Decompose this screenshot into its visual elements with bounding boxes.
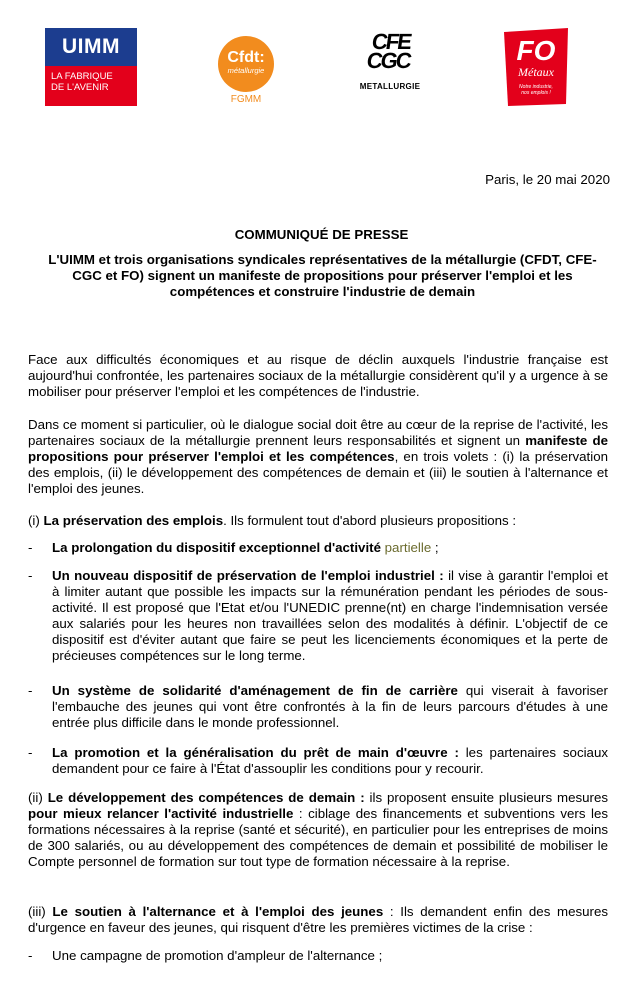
list-item: [28, 948, 608, 964]
press-release-headline: L'UIMM et trois organisations syndicales représentatives de la métallurgie (CFDT, CFE-CGC et FO) signent un manifeste de propositions pour préserver l'emploi et les compétences et construire l'industrie de demain: [48, 252, 597, 299]
list-item-text: [52, 540, 608, 556]
section-3-number: (iii): [28, 904, 53, 919]
list-item: [28, 683, 608, 731]
section-3-text: : Ils demandent enfin des mesures d'urgence en faveur des jeunes, qui risquent d'être les premières victimes de la crise :: [28, 904, 608, 935]
cfe-cgc-logo-name: [352, 28, 428, 73]
uimm-logo: [45, 28, 137, 106]
fo-logo-name: FO: [516, 35, 556, 66]
fo-metaux-logo: [500, 26, 572, 108]
list-item: [28, 745, 608, 777]
list-item-text: [52, 745, 608, 777]
section-3-paragraph: [28, 904, 608, 936]
list-item-text: [52, 568, 608, 664]
fo-logo-tag-1: Notre industrie,: [519, 84, 553, 90]
section-1-title: La préservation des emplois: [43, 513, 224, 528]
list-item-bold: La promotion et la généralisation du prêt de main d'œuvre :: [52, 745, 459, 760]
paragraph-context-text-2: , en trois volets : (i) la préservation des emplois, (ii) le développement des compétences de demain et (iii) le soutien à l'alternance et l'emploi des jeunes.: [28, 449, 608, 496]
section-1-intro: [28, 513, 608, 529]
section-2-number: (ii): [28, 790, 48, 805]
logo-bar: [0, 0, 643, 120]
section-3-title: Le soutien à l'alternance et à l'emploi des jeunes: [52, 904, 384, 919]
fo-metaux-logo-graphic: [500, 26, 572, 108]
cfdt-logo-circle: [218, 36, 274, 92]
list-item-bold: La prolongation du dispositif exceptionnel d'activité: [52, 540, 381, 555]
uimm-tagline-line-2: DE L'AVENIR: [51, 82, 109, 93]
section-2-text-1: ils proposent ensuite plusieurs mesures: [364, 790, 608, 805]
list-item-dash: -: [28, 948, 33, 963]
cfdt-logo-federation: FGMM: [230, 94, 262, 105]
list-item-rest: il vise à garantir l'emploi et à limiter autant que possible les impacts sur la rémunération pendant les périodes de sous-activité. Il est proposé que l'Etat et/ou l'UNEDIC prenne(nt) en charge l'indemnisation versée aux salariés pour les heures non travaillées selon des modalités à définir. L'objectif de ce dispositif est d'éviter autant que faire se peut les licenciements économiques et la perte de précieuses compétences sur le long terme.: [52, 568, 608, 663]
list-item-text: Une campagne de promotion d'ampleur de l'alternance ;: [52, 948, 383, 963]
section-2-paragraph: [28, 790, 608, 870]
list-item-dash: -: [28, 683, 33, 698]
cfdt-logo-sub: métallurgie: [227, 66, 265, 75]
paragraph-intro: Face aux difficultés économiques et au risque de déclin auxquels l'industrie française est aujourd'hui confrontée, les partenaires sociaux de la métallurgie considèrent qu'il y a urgence à se mobiliser pour préserver l'emploi et les compétences de l'industrie.: [28, 352, 608, 399]
paragraph-context-bold: manifeste de propositions pour préserver l'emploi et les compétences: [28, 433, 608, 464]
section-1-number: (i): [28, 513, 44, 528]
list-item-rest: ;: [431, 540, 439, 555]
uimm-logo-name: UIMM: [45, 28, 137, 66]
list-item-rest: les partenaires sociaux demandent pour ce faire à l'État d'assouplir les conditions pour y recourir.: [52, 745, 608, 776]
section-2-bold: pour mieux relancer l'activité industrielle: [28, 806, 294, 821]
fo-logo-sub: Métaux: [518, 65, 554, 79]
uimm-tagline-line-1: LA FABRIQUE: [51, 71, 113, 82]
list-item-rest: qui viserait à favoriser l'embauche des jeunes qui vont être confrontés à la fin de leurs parcours d'études à une entrée plus difficile dans le monde professionnel.: [52, 683, 608, 730]
list-item-highlight: partielle: [380, 540, 432, 555]
uimm-logo-tagline: [45, 66, 137, 93]
section-2-text-2: : ciblage des financements et subventions vers les formations nécessaires à la reprise (santé et sécurité), en particulier pour les entreprises de moins de 300 salariés, ou au développement des compétences de demain et possibilité de mobiliser le Compte personnel de formation sur tout type de formation nécessaire à la reprise.: [28, 806, 608, 869]
paragraph-context-text-1: Dans ce moment si particulier, où le dialogue social doit être au cœur de la reprise de l'activité, les partenaires sociaux de la métallurgie prennent leurs responsabilités et signent un: [28, 417, 608, 448]
cfe-cgc-logo-sub: METALLURGIE: [359, 82, 421, 91]
cfdt-logo-name: Cfdt:: [227, 49, 265, 66]
list-item-bold: Un nouveau dispositif de préservation de l'emploi industriel :: [52, 568, 444, 583]
page-title: COMMUNIQUÉ DE PRESSE: [234, 227, 409, 242]
cfdt-logo: [207, 36, 285, 106]
list-item-dash: -: [28, 745, 33, 760]
section-1-text: . Ils formulent tout d'abord plusieurs propositions :: [223, 513, 517, 528]
cfe-cgc-name-line-2: CGC: [365, 48, 412, 73]
press-release-date: Paris, le 20 mai 2020: [485, 172, 610, 187]
list-item: [28, 540, 608, 556]
cfe-cgc-logo: [355, 28, 425, 106]
list-item-bold: Un système de solidarité d'aménagement de fin de carrière: [52, 683, 458, 698]
list-item-text: [52, 683, 608, 731]
cfe-cgc-name-line-1: CFE: [370, 29, 412, 54]
list-item-dash: -: [28, 568, 33, 583]
list-item-dash: -: [28, 540, 33, 555]
list-item: [28, 568, 608, 664]
paragraph-context: [28, 417, 608, 497]
section-2-title: Le développement des compétences de demain :: [47, 790, 365, 805]
fo-logo-tag-2: nos emplois !: [521, 90, 551, 96]
